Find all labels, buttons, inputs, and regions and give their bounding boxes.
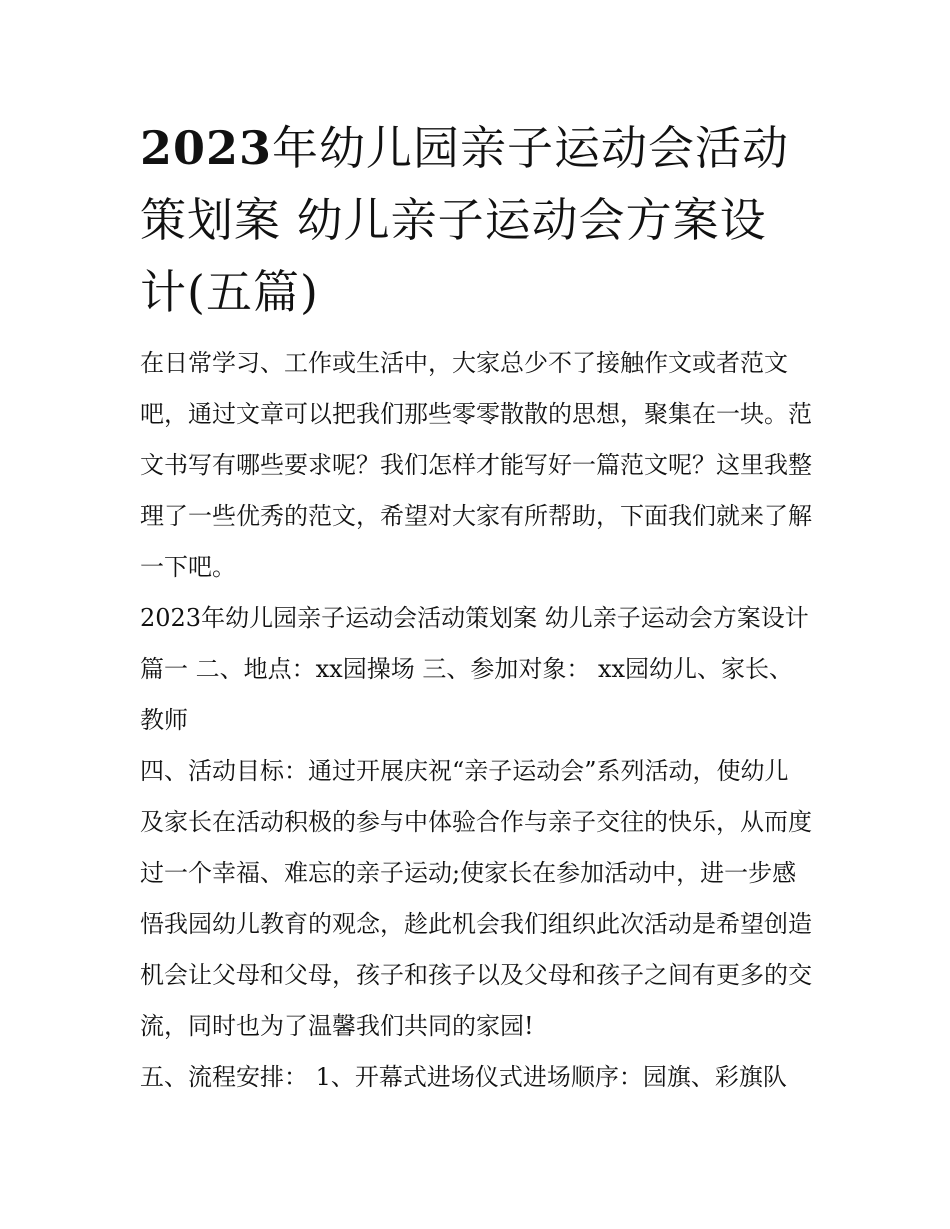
section-heading-paragraph: 2023年幼儿园亲子运动会活动策划案 幼儿亲子运动会方案设计篇一 二、地点：xx园操场 三、参加对象： xx园幼儿、家长、教师 — [140, 604, 809, 734]
process-paragraph: 五、流程安排： 1、开幕式进场仪式进场顺序：园旗、彩旗队 — [140, 1063, 787, 1091]
document-page — [140, 112, 812, 1103]
intro-paragraph: 在日常学习、工作或生活中，大家总少不了接触作文或者范文吧，通过文章可以把我们那些零零散散的思想，聚集在一块。范文书写有哪些要求呢？我们怎样才能写好一篇范文呢？这里我整理了一些优秀的范文，希望对大家有所帮助，下面我们就来了解一下吧。 — [140, 349, 812, 581]
activity-goal-paragraph: 四、活动目标：通过开展庆祝“亲子运动会”系列活动，使幼儿及家长在活动积极的参与中体验合作与亲子交往的快乐，从而度过一个幸福、难忘的亲子运动;使家长在参加活动中，进一步感悟我园幼儿教育的观念，趁此机会我们组织此次活动是希望创造机会让父母和父母，孩子和孩子以及父母和孩子之间有更多的交流，同时也为了温馨我们共同的家园! — [140, 757, 812, 1040]
document-title — [140, 112, 812, 328]
title-text: 年幼儿园亲子运动会活动策划案 幼儿亲子运动会方案设计(五篇) — [140, 121, 790, 319]
title-year: 2023 — [140, 121, 273, 175]
